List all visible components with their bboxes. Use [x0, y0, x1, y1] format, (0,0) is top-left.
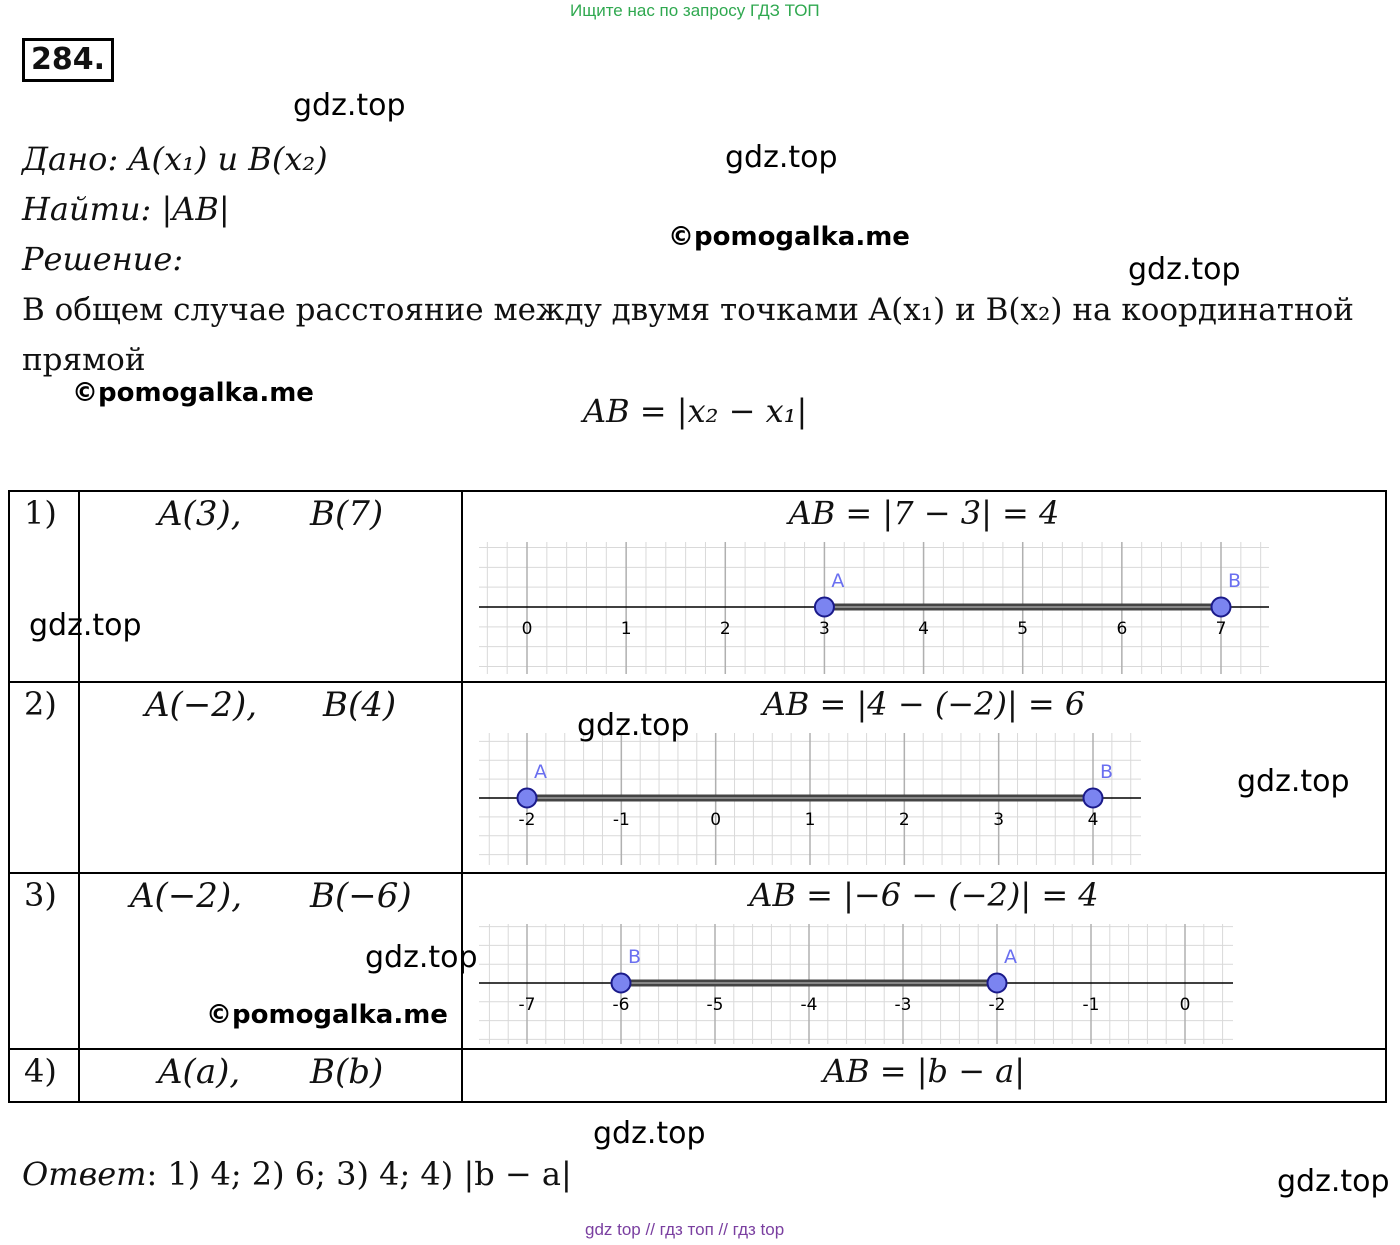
table-row [9, 1049, 1386, 1102]
answer-line [22, 1155, 572, 1193]
tick-label: -7 [518, 995, 536, 1015]
watermark-gdz: gdz.top [29, 608, 142, 643]
point-b-value: B(−6) [310, 876, 412, 916]
answer-label: Ответ [22, 1155, 147, 1193]
tick-label: -3 [894, 995, 912, 1015]
tick-label: 1 [620, 619, 632, 639]
find-expr: : |AB| [140, 190, 230, 228]
tick-label: 0 [1179, 995, 1191, 1015]
given-line [22, 140, 328, 178]
row-number: 4) [24, 1052, 57, 1090]
point-b-value: B(b) [310, 1052, 384, 1092]
number-line-2 [479, 733, 1141, 865]
problem-number: 284. [22, 38, 114, 82]
tick-label: 0 [521, 619, 533, 639]
point-a [815, 598, 834, 617]
point-b [612, 974, 631, 993]
tick-label: -2 [518, 810, 536, 830]
tick-label: 0 [710, 810, 722, 830]
distance-formula: AB = |4 − (−2)| = 6 [762, 685, 1086, 723]
point-b-value: B(4) [323, 685, 397, 725]
point-label: B [1228, 570, 1242, 592]
solution-label: Решение: [22, 240, 184, 278]
tick-label: 2 [719, 619, 731, 639]
table-row [9, 682, 1386, 873]
watermark-gdz: gdz.top [725, 140, 838, 175]
table-row [9, 491, 1386, 682]
tick-label: 1 [804, 810, 816, 830]
tick-label: -1 [1082, 995, 1100, 1015]
number-line-3 [479, 924, 1233, 1044]
point-label: B [628, 946, 642, 968]
tick-label: 3 [819, 619, 830, 639]
point-b [1212, 598, 1231, 617]
tick-label: -4 [800, 995, 818, 1015]
point-a-value: A(−2), [130, 876, 243, 916]
row-number: 2) [24, 685, 57, 723]
tick-label: 6 [1116, 619, 1128, 639]
distance-formula: AB = |−6 − (−2)| = 4 [749, 876, 1099, 914]
watermark-gdz: gdz.top [577, 708, 690, 743]
point-label: A [831, 570, 845, 592]
tick-label: 5 [1017, 619, 1029, 639]
point-a [988, 974, 1007, 993]
tick-label: -6 [612, 995, 630, 1015]
tick-label: 2 [898, 810, 910, 830]
point-label: A [534, 761, 547, 783]
tick-label: 7 [1215, 619, 1227, 639]
point-a [518, 789, 537, 808]
tick-label: -5 [706, 995, 724, 1015]
bottom-banner: gdz top // гдз топ // гдз top [585, 1220, 785, 1239]
watermark-gdz: gdz.top [593, 1116, 706, 1151]
tick-label: -2 [988, 995, 1006, 1015]
watermark-gdz: gdz.top [1128, 252, 1241, 287]
row-number: 1) [24, 494, 57, 532]
explanation-line-2: прямой [22, 342, 146, 378]
tick-label: -1 [612, 810, 630, 830]
point-label: B [1100, 761, 1114, 783]
watermark-pomogalka: ©pomogalka.me [206, 1000, 448, 1030]
find-label: Найти [22, 190, 141, 228]
given-points: : A(x₁) и B(x₂) [107, 140, 328, 178]
point-a-value: A(−2), [145, 685, 258, 725]
distance-formula: AB = |7 − 3| = 4 [788, 494, 1060, 532]
watermark-pomogalka: ©pomogalka.me [72, 378, 314, 408]
watermark-gdz: gdz.top [1277, 1164, 1390, 1199]
watermark-gdz: gdz.top [1237, 764, 1350, 799]
watermark-gdz: gdz.top [365, 940, 478, 975]
tick-label: 4 [918, 619, 929, 639]
answer-text: : 1) 4; 2) 6; 3) 4; 4) |b − a| [146, 1155, 572, 1193]
point-label: A [1004, 946, 1017, 968]
watermark-gdz: gdz.top [293, 88, 406, 123]
point-a-value: A(3), [158, 494, 242, 534]
distance-formula: AB = |b − a| [822, 1052, 1026, 1090]
number-line-1 [479, 542, 1269, 674]
explanation-line-1: В общем случае расстояние между двумя точками A(x₁) и B(x₂) на координатной [22, 292, 1354, 328]
top-banner: Ищите нас по запросу ГДЗ ТОП [570, 1, 820, 20]
tick-label: 3 [993, 810, 1005, 830]
point-b [1084, 789, 1103, 808]
main-formula: AB = |x₂ − x₁| [583, 392, 808, 430]
find-line [22, 190, 230, 228]
point-b-value: B(7) [310, 494, 384, 534]
row-number: 3) [24, 876, 57, 914]
point-a-value: A(a), [158, 1052, 241, 1092]
tick-label: 4 [1087, 810, 1099, 830]
watermark-pomogalka: ©pomogalka.me [668, 222, 910, 252]
given-label: Дано [22, 140, 108, 178]
